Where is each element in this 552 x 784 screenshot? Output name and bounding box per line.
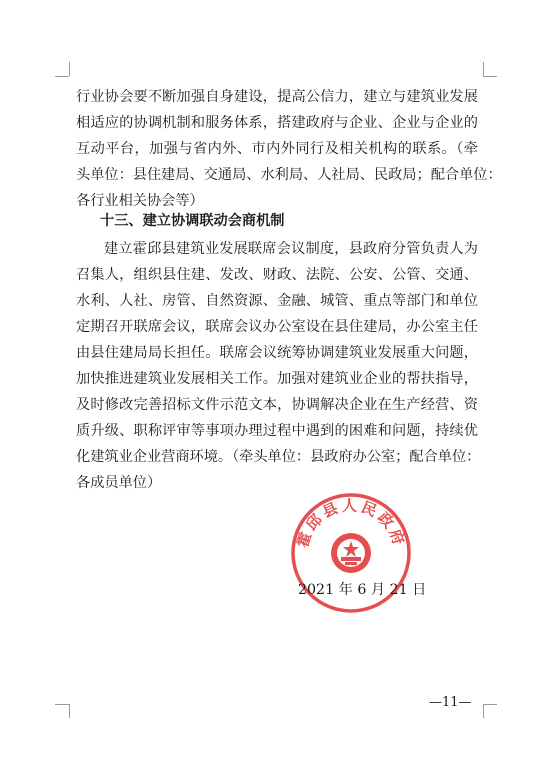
crop-mark-top-left [55, 76, 69, 77]
text-line: 水利、人社、房管、自然资源、金融、城管、重点等部门和单位 [76, 293, 478, 309]
text-line: 行业协会要不断加强自身建设，提高公信力，建立与建筑业发展 [76, 89, 478, 105]
section-heading: 十三、建立协调联动会商机制 [100, 213, 285, 229]
crop-mark-top-right [483, 62, 484, 76]
page-number: —11— [429, 695, 472, 710]
crop-mark-bottom-left [55, 704, 69, 705]
text-line: 化建筑业企业营商环境。（牵头单位：县政府办公室；配合单位： [76, 449, 481, 465]
paragraph-coordination-mechanism [76, 236, 481, 496]
national-emblem-icon [331, 533, 371, 573]
crop-mark-bottom-right [483, 704, 497, 705]
crop-mark-top-right [483, 76, 497, 77]
crop-mark-top-left [69, 62, 70, 76]
text-line: 建立霍邱县建筑业发展联席会议制度，县政府分管负责人为 [104, 241, 478, 257]
crop-mark-bottom-right [483, 704, 484, 718]
crop-mark-bottom-left [69, 704, 70, 718]
text-line: 召集人，组织县住建、发改、财政、法院、公安、公管、交通、 [76, 267, 478, 283]
text-line: 由县住建局局长担任。联席会议统筹协调建筑业发展重大问题， [76, 345, 478, 361]
text-line: 质升级、职称评审等事项办理过程中遇到的困难和问题，持续优 [76, 423, 478, 439]
text-line: 加快推进建筑业发展相关工作。加强对建筑业企业的帮扶指导， [76, 371, 478, 387]
text-line: 及时修改完善招标文件示范文本，协调解决企业在生产经营、资 [76, 397, 478, 413]
issue-date: 2021 年 6 月 21 日 [298, 582, 427, 598]
text-line: 定期召开联席会议，联席会议办公室设在县住建局，办公室主任 [76, 319, 478, 335]
text-line: 头单位：县住建局、交通局、水利局、人社局、民政局；配合单位： [76, 167, 502, 183]
paragraph-industry-associations [76, 84, 502, 214]
svg-text:霍邱县人民政府: 霍邱县人民政府 [293, 496, 409, 550]
text-line: 相适应的协调机制和服务体系，搭建政府与企业、企业与企业的 [76, 115, 478, 131]
text-line: 各行业相关协会等） [76, 193, 204, 209]
text-line: 互动平台，加强与省内外、市内外同行及相关机构的联系。（牵 [76, 141, 478, 157]
text-line: 各成员单位） [76, 475, 162, 491]
